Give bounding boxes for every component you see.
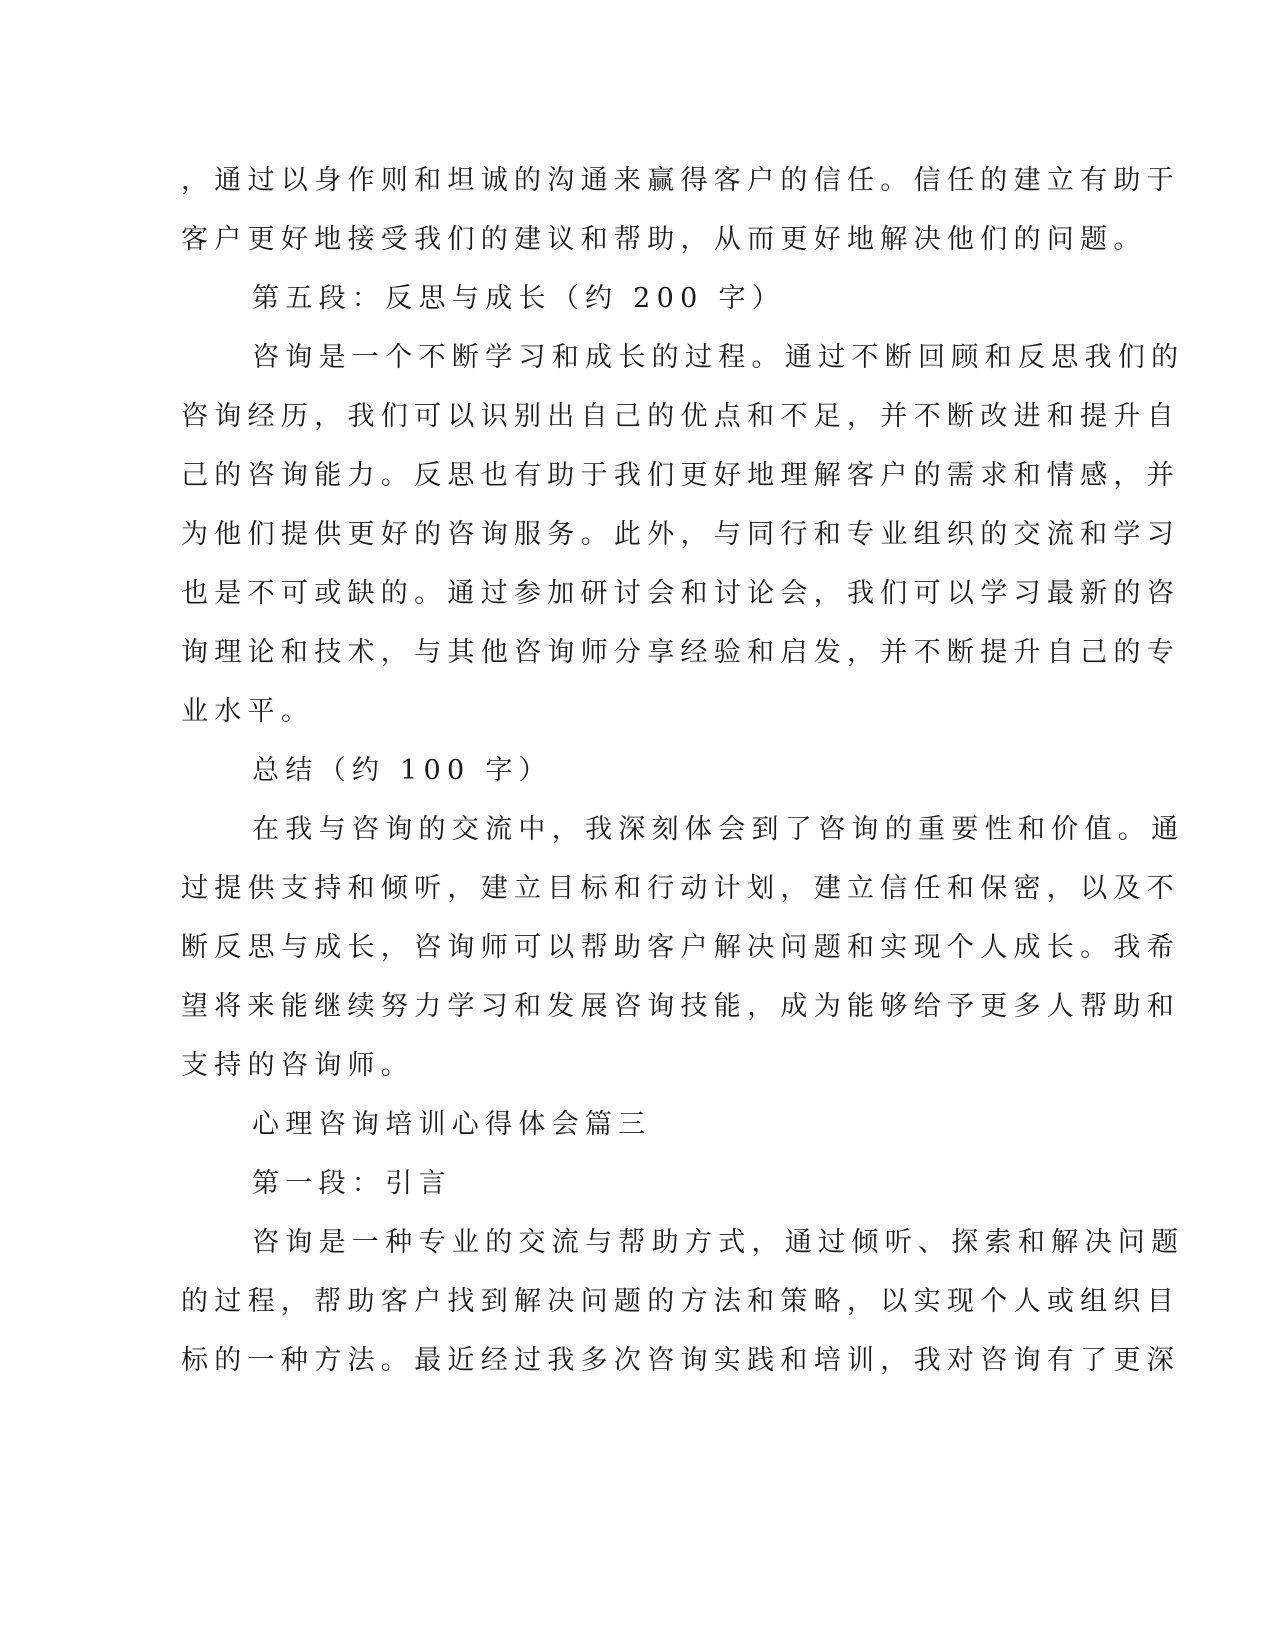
text-line: 的过程，帮助客户找到解决问题的方法和策略，以实现个人或组织目 <box>181 1286 1180 1317</box>
text-line: 为他们提供更好的咨询服务。此外，与同行和专业组织的交流和学习 <box>181 519 1180 550</box>
text-line: 过提供支持和倾听，建立目标和行动计划，建立信任和保密，以及不 <box>181 873 1180 904</box>
text-line: 业水平。 <box>181 696 315 727</box>
section-heading: 第五段：反思与成长（约 200 字） <box>252 283 786 314</box>
text-line: 客户更好地接受我们的建议和帮助，从而更好地解决他们的问题。 <box>181 224 1147 255</box>
article-title: 心理咨询培训心得体会篇三 <box>252 1109 652 1140</box>
text-line: 咨询经历，我们可以识别出自己的优点和不足，并不断改进和提升自 <box>181 401 1180 432</box>
text-line: 己的咨询能力。反思也有助于我们更好地理解客户的需求和情感，并 <box>181 460 1180 491</box>
section-heading: 总结（约 100 字） <box>252 755 552 786</box>
paragraph-start: 在我与咨询的交流中，我深刻体会到了咨询的重要性和价值。通 <box>252 814 1185 845</box>
paragraph-start: 咨询是一个不断学习和成长的过程。通过不断回顾和反思我们的 <box>252 342 1185 373</box>
text-line: 询理论和技术，与其他咨询师分享经验和启发，并不断提升自己的专 <box>181 637 1180 668</box>
text-line: 望将来能继续努力学习和发展咨询技能，成为能够给予更多人帮助和 <box>181 991 1180 1022</box>
text-line: 断反思与成长，咨询师可以帮助客户解决问题和实现个人成长。我希 <box>181 932 1180 963</box>
text-line: 也是不可或缺的。通过参加研讨会和讨论会，我们可以学习最新的咨 <box>181 578 1180 609</box>
text-line: 标的一种方法。最近经过我多次咨询实践和培训，我对咨询有了更深 <box>181 1345 1180 1376</box>
paragraph-start: 咨询是一种专业的交流与帮助方式，通过倾听、探索和解决问题 <box>252 1227 1185 1258</box>
text-line: 支持的咨询师。 <box>181 1050 415 1081</box>
section-heading: 第一段：引言 <box>252 1168 452 1199</box>
text-line: ，通过以身作则和坦诚的沟通来赢得客户的信任。信任的建立有助于 <box>181 165 1180 196</box>
